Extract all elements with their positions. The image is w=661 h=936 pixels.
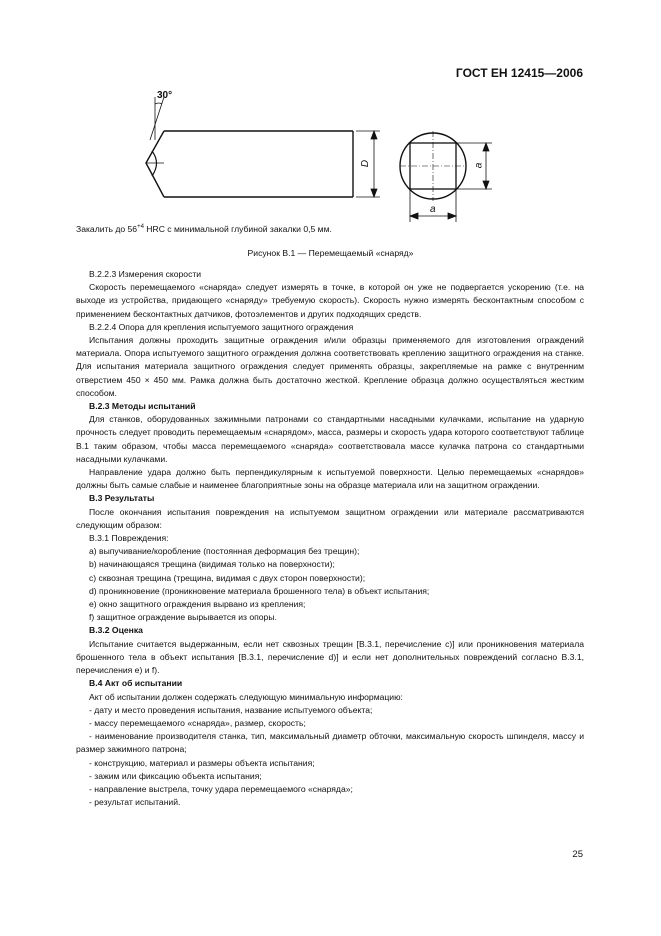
paragraph: Акт об испытании должен содержать следующую минимальную информацию: bbox=[89, 691, 403, 702]
page-number: 25 bbox=[572, 849, 583, 860]
list-item: - наименование производителя станка, тип, максимальный диаметр обточки, максимальную скорость шпинделя, массу и размер зажимного патрона; bbox=[76, 731, 584, 755]
projectile-figure bbox=[0, 0, 661, 230]
section-title: В.2.3 Методы испытаний bbox=[89, 401, 196, 412]
paragraph: Для станков, оборудованных зажимными патронами со стандартными насадными кулачками, испытание на ударную прочность следует проводить перемещаемым «снарядом», масса, размеры и скорость удара которого соответствуют таблице В.1 таким образом, чтобы масса перемещаемого «снаряда» соответствовала массе кулачка патрона со стандартными насадными кулачками. bbox=[76, 414, 584, 464]
list-item: - конструкцию, материал и размеры объекта испытания; bbox=[89, 757, 315, 768]
list-item: а) выпучивание/коробление (постоянная деформация без трещин); bbox=[89, 546, 360, 557]
paragraph: Направление удара должно быть перпендикулярным к испытуемой поверхности. Целью перемещаемых «снарядов» должны быть самые слабые и наименее благоприятные зоны на образце материала или на защитном ограждении. bbox=[76, 467, 584, 491]
document-body bbox=[76, 268, 584, 809]
list-item: c) сквозная трещина (трещина, видимая с двух сторон поверхности); bbox=[89, 572, 366, 583]
section-title: В.2.2.4 Опора для крепления испытуемого защитного ограждения bbox=[89, 321, 354, 332]
diameter-label: D bbox=[360, 159, 372, 168]
section-title: В.2.2.3 Измерения скорости bbox=[89, 269, 202, 279]
list-item: - дату и место проведения испытания, название испытуемого объекта; bbox=[89, 704, 373, 715]
list-item: e) окно защитного ограждения вырвано из крепления; bbox=[89, 599, 306, 610]
side-a-vertical-label: a bbox=[473, 162, 485, 169]
list-item: d) проникновение (проникновение материала брошенного тела) в объект испытания; bbox=[89, 585, 430, 596]
projectile-drawing bbox=[0, 0, 661, 230]
section-title: В.3 Результаты bbox=[89, 493, 155, 504]
list-item: - результат испытаний. bbox=[89, 797, 181, 808]
list-item: f) защитное ограждение вырывается из опоры. bbox=[89, 612, 277, 623]
paragraph: Испытания должны проходить защитные ограждения и/или образцы применяемого для изготовления ограждений материала. Опора испытуемого защитного ограждения должна соответствовать креплению защитного ограждения на станке. Для испытания материала защитного ограждения следует применять образцы, закрепляемые на рамке с внутренним отверстием 450 × 450 мм. Рамка должна быть достаточно жесткой. Крепление образца должно осуществляться жестким способом. bbox=[76, 335, 584, 398]
section-title: В.3.2 Оценка bbox=[89, 625, 143, 636]
section-title: В.3.1 Повреждения: bbox=[89, 533, 169, 544]
list-item: - массу перемещаемого «снаряда», размер, скорость; bbox=[89, 717, 306, 728]
list-item: - зажим или фиксацию объекта испытания; bbox=[89, 770, 262, 781]
angle-label: 30° bbox=[157, 90, 173, 101]
hardening-note: Закалить до $56^{+4}$ HRC с минимальной глубиной закалки 0,5 мм. bbox=[76, 224, 332, 234]
list-item: b) начинающаяся трещина (видимая только на поверхности); bbox=[89, 559, 335, 570]
side-a-horizontal-label: a bbox=[430, 204, 436, 215]
standard-header: ГОСТ ЕН 12415—2006 bbox=[455, 66, 583, 80]
section-title: В.4 Акт об испытании bbox=[89, 678, 183, 689]
paragraph: Испытание считается выдержанным, если нет сквозных трещин [В.3.1, перечисление с)] или проникновения материала брошенного тела в объект испытания [В.3.1, перечисление d)] и если нет дополнительных повреждений согласно В.3.1, перечисления е) и f). bbox=[76, 638, 584, 676]
paragraph: После окончания испытания повреждения на испытуемом защитном ограждении или материале рассматриваются следующим образом: bbox=[76, 506, 584, 530]
figure-caption: Рисунок В.1 — Перемещаемый «снаряд» bbox=[247, 248, 414, 258]
list-item: - направление выстрела, точку удара перемещаемого «снаряда»; bbox=[89, 783, 353, 794]
paragraph: Скорость перемещаемого «снаряда» следует измерять в точке, в которой он уже не подвергается ускорению (т.е. на выходе из устройства, придающего «снаряду» требуемую скорость). Скорость нужно измерять бесконтактным способом с применением бесконтактных датчиков, фотоэлементов и других подходящих средств. bbox=[76, 282, 584, 319]
